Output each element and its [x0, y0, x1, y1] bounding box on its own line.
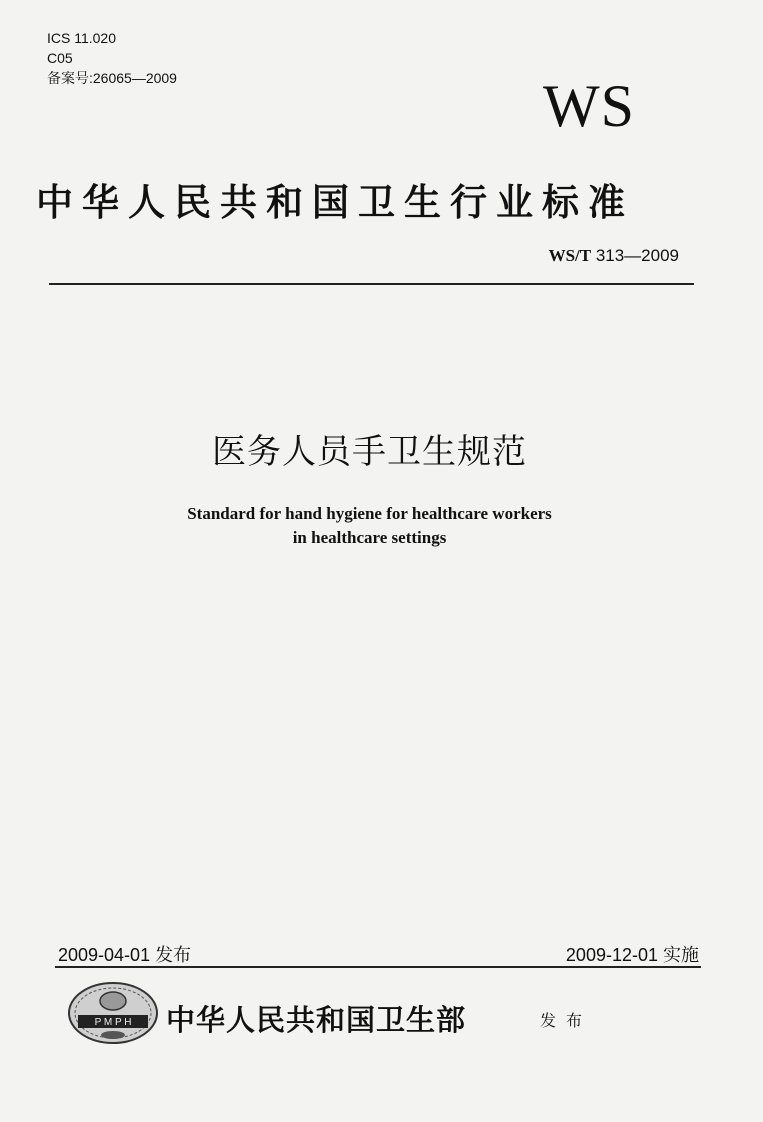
standard-number	[549, 246, 679, 266]
ccs-code: C05	[47, 50, 73, 66]
filing-number: 备案号:26065—2009	[47, 70, 177, 86]
standard-number-suffix: 313—2009	[591, 246, 679, 265]
implement-date: 2009-12-01 实施	[565, 945, 699, 965]
document-title-en-line2: in healthcare settings	[292, 528, 447, 547]
publisher-seal-icon	[66, 981, 160, 1045]
publish-date: 2009-04-01 发布	[58, 945, 192, 965]
classification-block	[47, 28, 177, 88]
standard-category-title: 中华人民共和国卫生行业标准	[36, 180, 634, 224]
standard-number-prefix: WS/T	[548, 246, 592, 265]
issuing-authority: 中华人民共和国卫生部	[166, 1003, 467, 1037]
ics-code: ICS 11.020	[47, 30, 117, 46]
issuer-action: 发布	[540, 1011, 593, 1030]
ws-logo: WS	[543, 73, 635, 139]
document-title-zh: 医务人员手卫生规范	[212, 432, 527, 472]
document-title-en-line1: Standard for hand hygiene for healthcare workers	[187, 504, 552, 523]
top-divider	[49, 283, 694, 285]
document-title-en	[0, 502, 751, 550]
bottom-divider	[55, 966, 701, 968]
seal-text: P M P H	[94, 1017, 132, 1028]
